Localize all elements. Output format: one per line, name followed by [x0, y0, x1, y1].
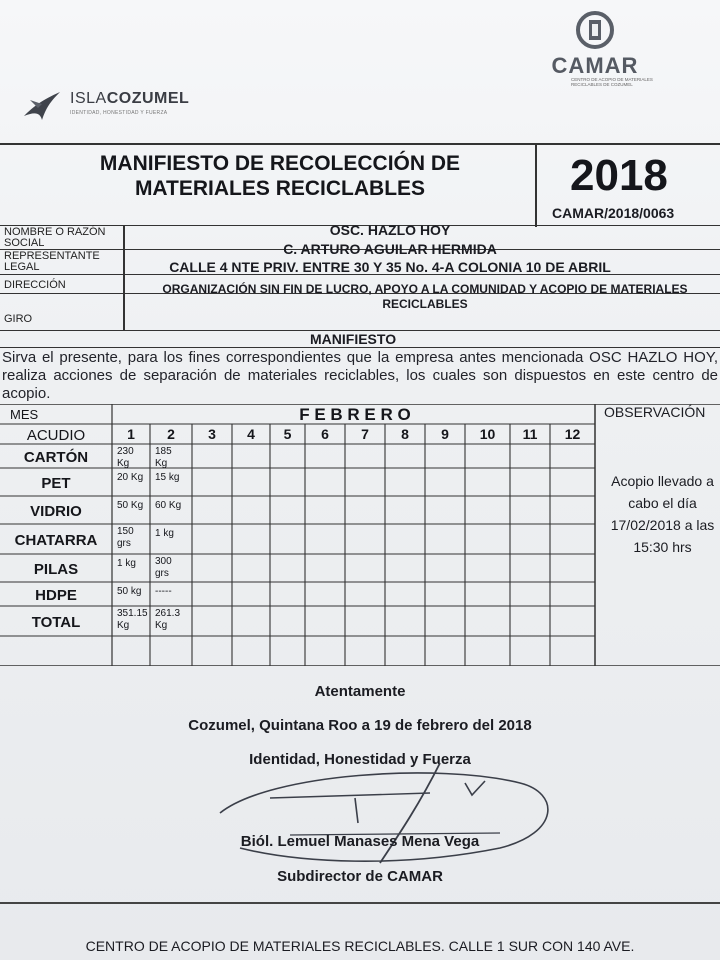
cell-value: Kg — [155, 458, 168, 469]
day-column-8: 8 — [401, 426, 409, 442]
cell-value: 230 — [117, 446, 134, 457]
footer-divider — [0, 902, 720, 904]
nombre-label: NOMBRE O RAZÓN SOCIAL — [4, 226, 106, 249]
camar-logo-sub: CENTRO DE ACOPIO DE MATERIALES RECICLABLES DE COZUMEL — [571, 77, 653, 87]
atentamente: Atentamente — [314, 683, 406, 700]
cell-value: 20 Kg — [117, 472, 144, 483]
material-vidrio: VIDRIO — [30, 503, 82, 520]
cell-value: 300 — [155, 556, 172, 567]
cell-value: 50 kg — [117, 586, 142, 597]
manifiesto-heading-bar — [0, 330, 720, 348]
cell-value: 1 kg — [155, 528, 174, 539]
cell-value: Kg — [117, 458, 130, 469]
day-column-7: 7 — [361, 426, 369, 442]
material-hdpe: HDPE — [35, 587, 77, 604]
bird-icon — [20, 86, 64, 124]
giro-label: GIRO — [4, 313, 33, 325]
document-title: MANIFIESTO DE RECOLECCIÓN DE MATERIALES RECICLABLES — [99, 152, 461, 200]
cell-value: Kg — [117, 620, 130, 631]
manifiesto-paragraph: Sirva el presente, para los fines correspondientes que la empresa antes mencionada OSC HAZLO HOY, realiza acciones de separación de materiales reciclables, los cuales son dispuestos en este centro de acopio. — [2, 349, 718, 402]
day-column-2: 2 — [167, 426, 175, 442]
camar-logo-name: CAMAR — [551, 53, 639, 78]
direccion-label: DIRECCIÓN — [4, 279, 66, 291]
day-column-4: 4 — [247, 426, 255, 442]
cell-value: 50 Kg — [117, 500, 144, 511]
footer-text: CENTRO DE ACOPIO DE MATERIALES RECICLABLES. CALLE 1 SUR CON 140 AVE. — [85, 938, 635, 954]
cell-value: 351.15 — [117, 608, 148, 619]
acudio-label: ACUDIO — [26, 427, 86, 444]
place-date: Cozumel, Quintana Roo a 19 de febrero del 2018 — [188, 717, 532, 734]
observacion-label: OBSERVACIÓN — [604, 404, 706, 420]
observacion-text: Acopio llevado a cabo el día 17/02/2018 a las 15:30 hrs — [610, 473, 715, 555]
material-total: TOTAL — [31, 614, 81, 631]
header-divider — [535, 145, 537, 227]
document-header — [0, 143, 720, 227]
day-column-10: 10 — [479, 426, 496, 442]
cell-value: Kg — [155, 620, 168, 631]
cell-value: ----- — [155, 586, 172, 597]
day-column-12: 12 — [564, 426, 581, 442]
material-chatarra: CHATARRA — [14, 532, 98, 549]
isla-logo-name: ISLACOZUMEL — [70, 90, 190, 107]
day-column-1: 1 — [127, 426, 135, 442]
mes-label: MES — [10, 407, 39, 422]
document-year: 2018 — [570, 151, 668, 200]
isla-cozumel-logo — [20, 86, 189, 124]
day-column-9: 9 — [441, 426, 449, 442]
cell-value: 185 — [155, 446, 172, 457]
manifiesto-heading: MANIFIESTO — [310, 331, 397, 347]
day-column-5: 5 — [283, 426, 292, 442]
day-column-11: 11 — [522, 426, 538, 442]
nombre-value: OSC. HAZLO HOY — [329, 222, 451, 238]
camar-logo — [535, 10, 655, 87]
material-cartón: CARTÓN — [23, 449, 89, 466]
direccion-value: CALLE 4 NTE PRIV. ENTRE 30 Y 35 No. 4-A COLONIA 10 DE ABRIL — [169, 259, 611, 275]
cell-value: 150 — [117, 526, 134, 537]
month-label: F E B R E R O — [299, 405, 411, 424]
handwritten-signature — [180, 753, 580, 873]
giro-value: ORGANIZACIÓN SIN FIN DE LUCRO, APOYO A LA COMUNIDAD Y ACOPIO DE MATERIALES RECICLABLES — [162, 282, 688, 311]
cell-value: 1 kg — [117, 558, 136, 569]
cell-value: grs — [155, 568, 169, 579]
motto: Identidad, Honestidad y Fuerza — [249, 751, 471, 768]
cell-value: 15 kg — [155, 472, 180, 483]
cell-value: 60 Kg — [155, 500, 182, 511]
cell-value: grs — [117, 538, 131, 549]
representante-value: C. ARTURO AGUILAR HERMIDA — [283, 241, 497, 257]
signer-role: Subdirector de CAMAR — [277, 868, 443, 885]
cell-value: 261.3 — [155, 608, 181, 619]
day-column-6: 6 — [321, 426, 329, 442]
camar-seal-icon — [575, 10, 615, 50]
folio-number: CAMAR/2018/0063 — [552, 205, 675, 221]
representante-label: REPRESENTANTE LEGAL — [4, 250, 100, 273]
isla-logo-tagline: IDENTIDAD, HONESTIDAD Y FUERZA — [70, 110, 168, 116]
day-column-3: 3 — [208, 426, 216, 442]
signer-name: Biól. Lemuel Manases Mena Vega — [240, 833, 480, 850]
material-pet: PET — [41, 475, 71, 492]
material-pilas: PILAS — [33, 561, 79, 578]
